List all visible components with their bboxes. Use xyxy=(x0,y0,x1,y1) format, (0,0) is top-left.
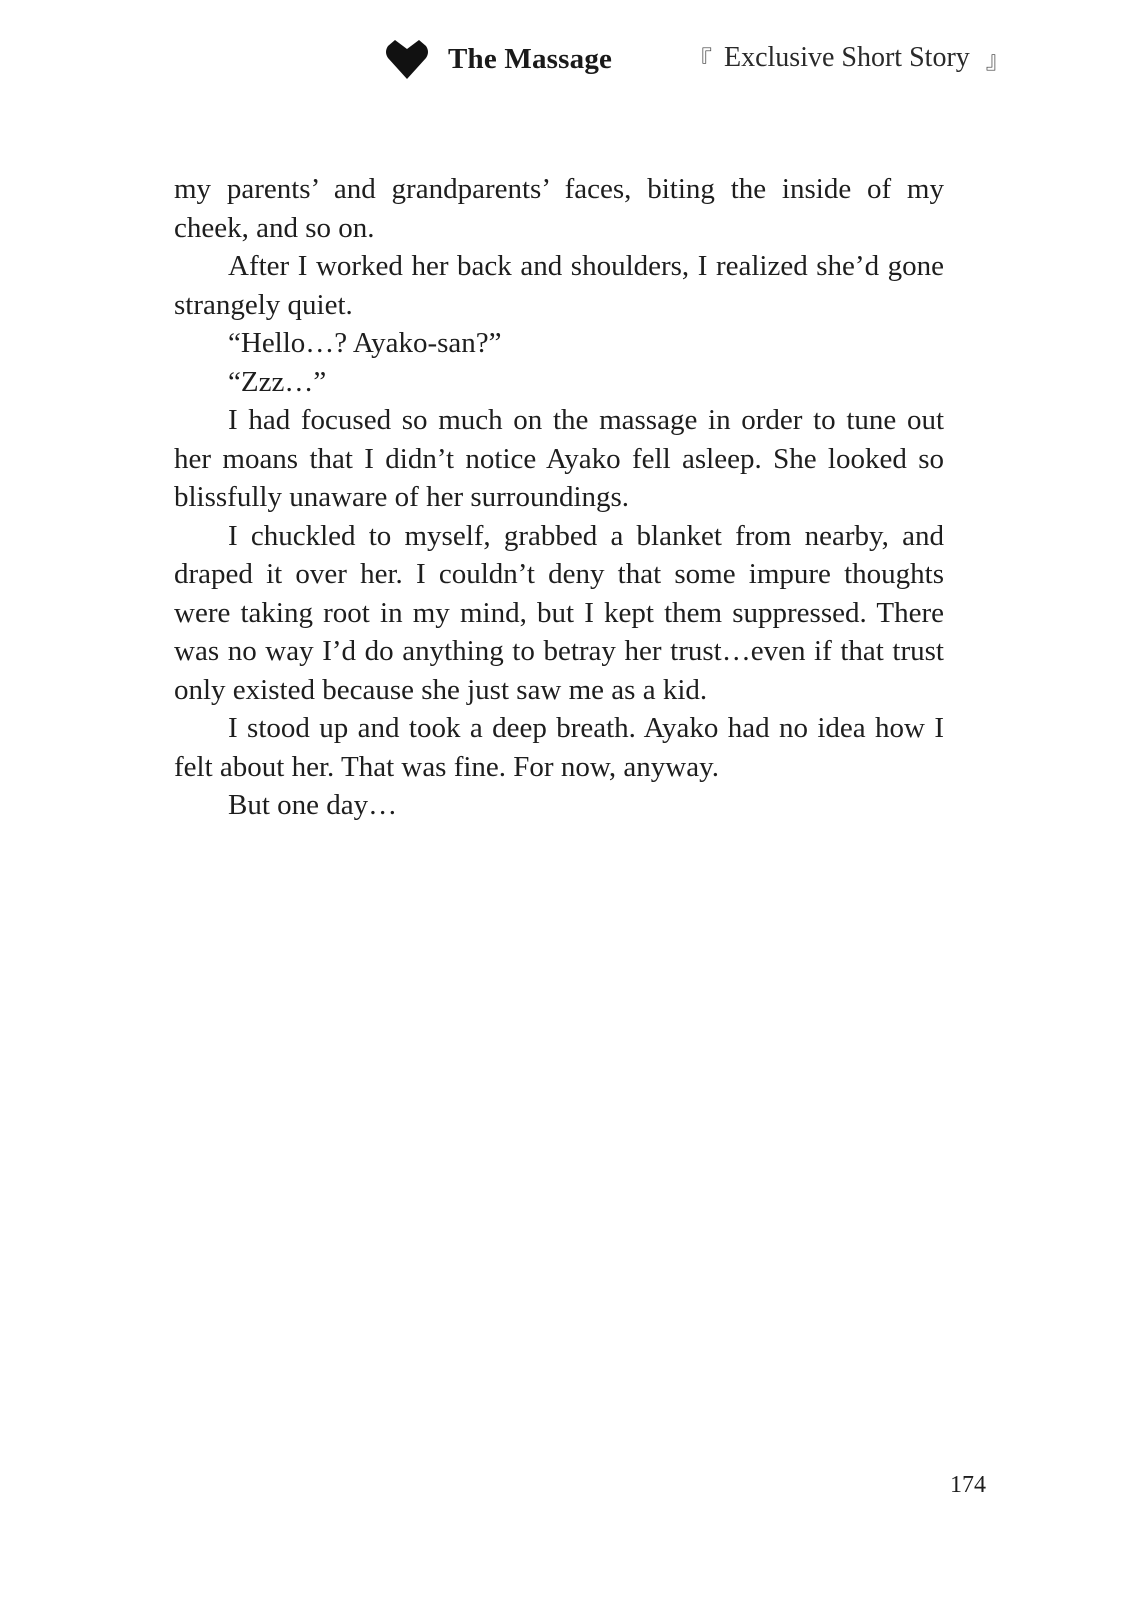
series-label xyxy=(688,40,1010,75)
close-bracket: 』 xyxy=(985,46,1010,74)
heart-icon xyxy=(386,39,428,79)
paragraph: I had focused so much on the massage in order to tune out her moans that I didn’t notice Ayako fell asleep. She looked so blissfully unaware of her surroundings. xyxy=(174,404,944,513)
paragraph: I stood up and took a deep breath. Ayako had no idea how I felt about her. That was fine. For now, anyway. xyxy=(174,712,944,783)
paragraph: “Zzz…” xyxy=(228,365,327,398)
chapter-title: The Massage xyxy=(448,42,613,75)
paragraph: I chuckled to myself, grabbed a blanket from nearby, and draped it over her. I couldn’t deny that some impure thoughts were taking root in my mind, but I kept them suppressed. There was no way I’d do anything to betray her trust…even if that trust only existed because she just saw me as a kid. xyxy=(174,519,944,706)
body-text xyxy=(174,170,944,825)
running-header xyxy=(386,34,612,84)
paragraph: my parents’ and grandparents’ faces, biting the inside of my cheek, and so on. xyxy=(174,173,944,244)
paragraph: But one day… xyxy=(228,789,398,821)
page-number: 174 xyxy=(950,1472,986,1498)
open-bracket: 『 xyxy=(688,46,712,74)
series-label-text: Exclusive Short Story xyxy=(724,41,970,73)
paragraph: After I worked her back and shoulders, I realized she’d gone strangely quiet. xyxy=(174,250,944,321)
paragraph: “Hello…? Ayako-san?” xyxy=(228,327,502,359)
